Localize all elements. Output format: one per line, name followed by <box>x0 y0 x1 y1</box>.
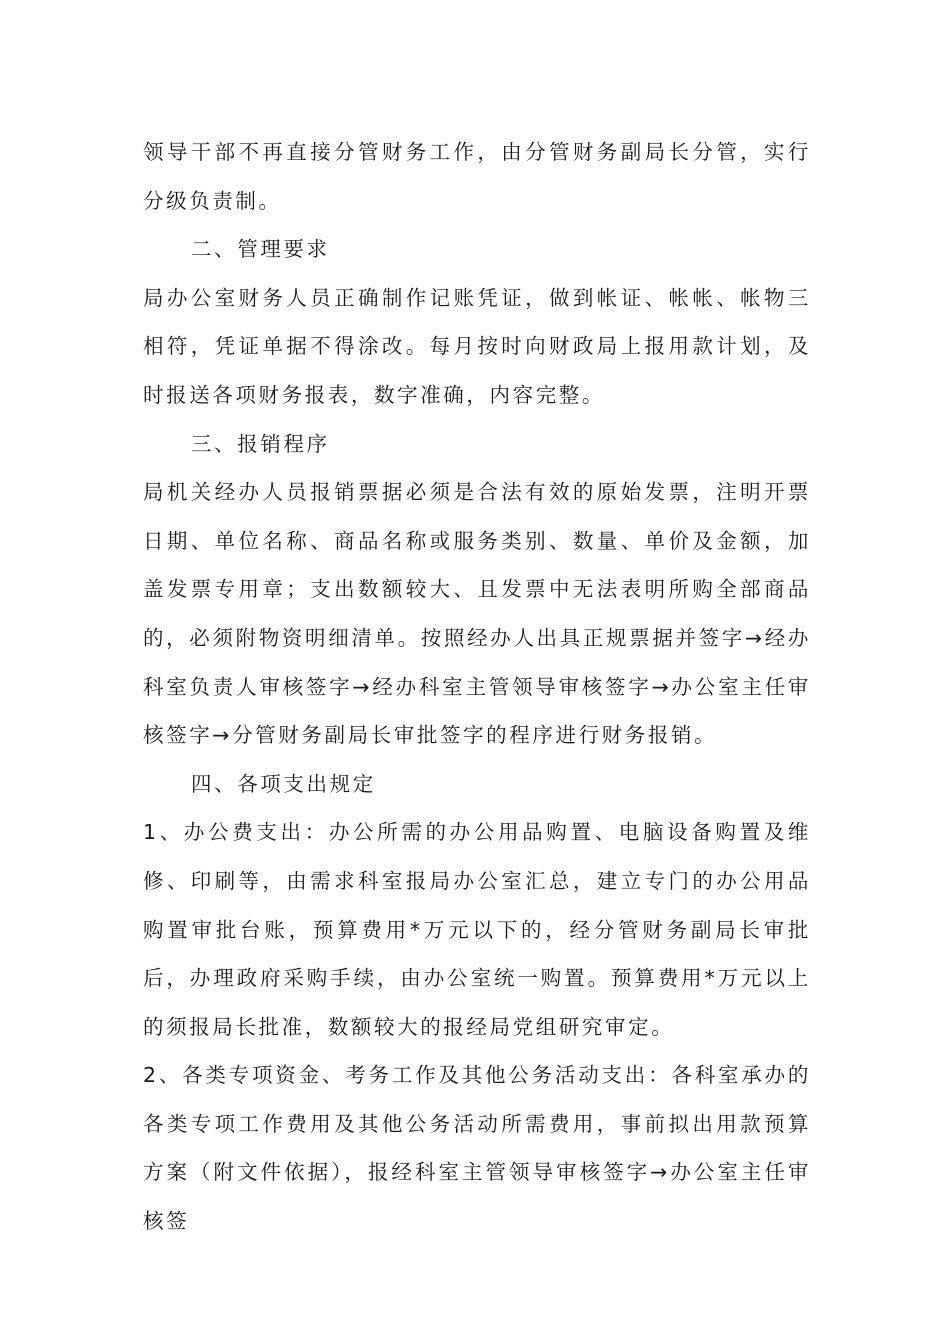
heading-reimbursement-procedure: 三、报销程序 <box>191 431 330 456</box>
heading-management-requirements: 二、管理要求 <box>191 237 330 262</box>
paragraph-responsibility: 领导干部不再直接分管财务工作，由分管财务副局长分管，实行分级负责制。 <box>143 140 811 213</box>
paragraph-reimbursement-procedure: 局机关经办人员报销票据必须是合法有效的原始发票，注明开票日期、单位名称、商品名称或服务类别、数量、单价及金额，加盖发票专用章；支出数额较大、且发票中无法表明所购全部商品的，必须附物资明细清单。按照经办人出具正规票据并签字→经办科室负责人审核签字→经办科室主管领导审核签字→办公室主任审核签字→分管财务副局长审批签字的程序进行财务报销。 <box>143 480 811 748</box>
document-body <box>143 128 811 1246</box>
paragraph-office-expenses: 1、办公费支出：办公所需的办公用品购置、电脑设备购置及维修、印刷等，由需求科室报局办公室汇总，建立专门的办公用品购置审批台账，预算费用*万元以下的，经分管财务副局长审批后，办理政府采购手续，由办公室统一购置。预算费用*万元以上的须报局长批准，数额较大的报经局党组研究审定。 <box>143 820 811 1039</box>
heading-expenditure-rules: 四、各项支出规定 <box>191 771 376 796</box>
paragraph-management-requirements: 局办公室财务人员正确制作记账凭证，做到帐证、帐帐、帐物三相符，凭证单据不得涂改。每月按时向财政局上报用款计划，及时报送各项财务报表，数字准确，内容完整。 <box>143 285 811 407</box>
paragraph-special-funds: 2、各类专项资金、考务工作及其他公务活动支出：各科室承办的各类专项工作费用及其他公务活动所需费用，事前拟出用款预算方案（附文件依据），报经科室主管领导审核签字→办公室主任审核签 <box>143 1063 811 1234</box>
